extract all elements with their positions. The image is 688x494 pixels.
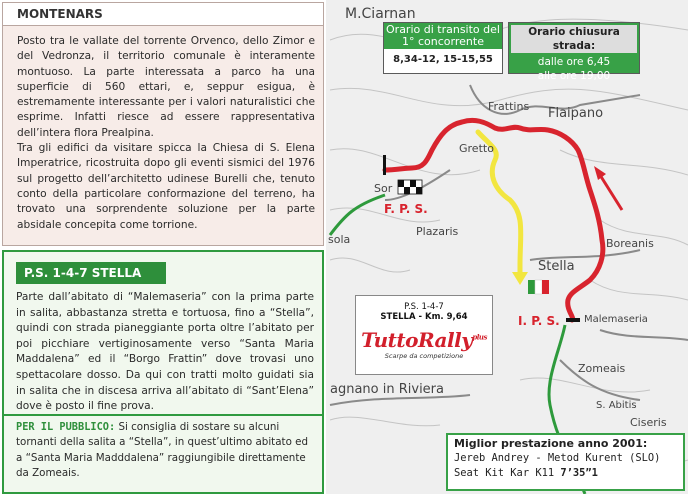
stage-text [4,284,322,415]
logo-stage-length: STELLA - Km. 9,64 [380,312,468,322]
stage-box [2,250,324,494]
logo-stage-code: P.S. 1-4-7 [404,302,444,312]
montenars-title: MONTENARS [3,3,323,26]
label-ciseris: Ciseris [630,416,667,429]
public-text: Si consiglia di sostare su alcuni tornanti della salita a “Stella”, in quest’ultimo abitato ed a “Santa Maria Madddalena” raggiungibile direttamente da Zomeais. [16,421,309,480]
label-sornico: Sor [374,182,393,195]
label-fps: F. P. S. [384,202,428,216]
best-time: 7’35”1 [560,467,598,479]
label-stella: Stella [538,259,575,274]
stage-title: P.S. 1-4-7 STELLA [16,262,166,284]
best-title: Miglior prestazione anno 2001: [454,437,648,450]
label-sabitis: S. Abitis [596,400,637,411]
montenars-paragraph-2: Tra gli edifici da visitare spicca la Chiesa di S. Elena Imperatrice, ricostruita dopo gli eventi sismici del 1976 sul progetto dell’architetto udinese Burelli che, tenuto conto della particolare conformazione del terreno, ha trovato una sorprendente soluzione per la parte absidale concepita come torrione. [17,142,315,231]
logo-tagline: Scarpe da competizione [384,352,464,360]
label-zomeais: Zomeais [578,362,626,375]
tuttorally-brand: TuttoRally [361,328,473,352]
transit-heading-line1: Orario di transito del [386,23,500,36]
closure-box [508,22,640,82]
montenars-box [2,2,324,246]
tuttorally-suffix: plus [472,332,487,342]
best-car-line [454,466,683,481]
transit-heading [384,23,502,49]
closure-line-1: dalle ore 6,45 [537,56,611,68]
label-sola: sola [328,233,351,246]
label-frattins: Frattins [488,100,530,113]
closure-line-2: alle ore 19,00 [537,70,611,82]
montenars-text [3,26,323,233]
label-flaipano: Flaipano [548,106,604,121]
best-car: Seat Kit Kar K11 [454,467,561,479]
transit-times: 8,34-12, 15-15,55 [393,54,493,65]
best-performance-box [446,433,685,491]
transit-heading-line2: 1° concorrente [402,35,484,48]
closure-heading: Orario chiusura strada: [511,25,637,53]
label-plazaris: Plazaris [416,225,459,238]
tuttorally-logo [356,328,492,352]
stage-description: Parte dall’abitato di “Malemaseria” con la prima parte in salita, abbastanza stretta e tortuosa, fino a “Stella”, quindi con strada pianeggiante porta oltre l’abitato per poi picchiare vertiginosamente verso “Santa Maria Maddalena” ed il “Borgo Frattin” dove trovasi uno spettacolare dosso. Da qui con tratti molto guidati sia in salita che in discesa arriva all’abitato di “Sant’Elena” dove è posto il fine prova. [16,291,314,413]
montenars-paragraph-1: Posto tra le vallate del torrente Orvenco, dello Zimor e del Vedronza, il territorio comunale è interamente montuoso. La parte interessata a parco ha una superficie di 560 ettari, e, seppur esigua, è estremamente interessante per i valori naturalistici che esprime. Infatti riesce ad essere rappresentativa dell’intera flora Prealpina. [17,35,315,139]
transit-box [383,22,503,74]
public-label: PER IL PUBBLICO: [16,421,116,433]
label-magnano: agnano in Riviera [330,382,444,397]
best-crew: Jereb Andrey - Metod Kurent (SLO) [454,452,661,464]
stage-logo-box [355,295,493,375]
label-boreanis: Boreanis [606,237,654,250]
public-advice [4,414,322,492]
label-top-place: M.Ciarnan [345,6,416,22]
label-ips: I. P. S. [518,314,560,328]
label-gretto: Gretto [459,142,494,155]
label-malemaseria: Malemaseria [584,314,648,325]
